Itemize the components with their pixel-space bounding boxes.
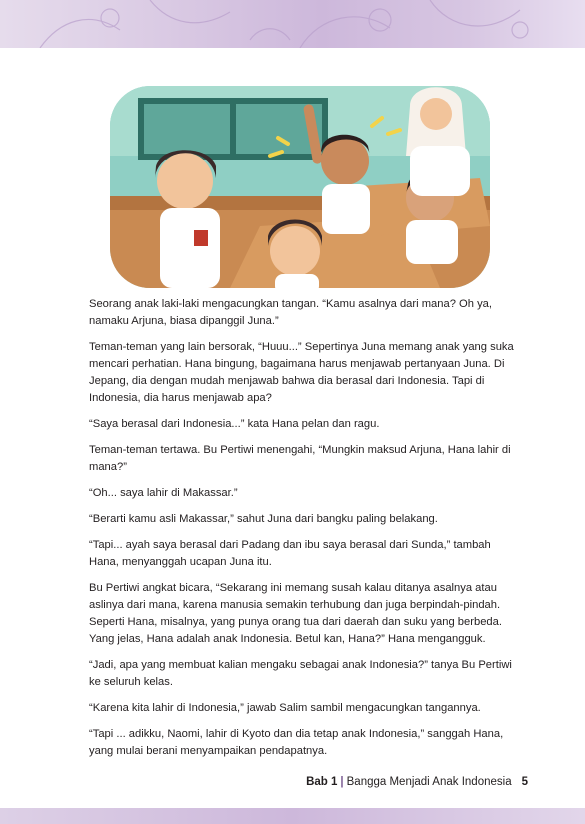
chapter-label: Bab 1 [306, 776, 338, 788]
paragraph: “Tapi... ayah saya berasal dari Padang dan ibu saya berasal dari Sunda,” tambah Hana, menyanggah ucapan Juna itu. [89, 539, 491, 568]
page-number: 5 [521, 776, 528, 788]
classroom-illustration [110, 86, 490, 288]
paragraph: “Saya berasal dari Indonesia...” kata Hana pelan dan ragu. [89, 418, 380, 430]
paragraph: Teman-teman yang lain bersorak, “Huuu...” Sepertinya Juna memang anak yang suka mencari perhatian. Hana bingung, bagaimana harus menjawab pertanyaan Juna. Di Jepang, dia dengan mudah menjawab bahwa dia berasal dari Indonesia. Tapi di Indonesia, dia harus menjawab apa? [89, 341, 514, 404]
paragraph: “Berarti kamu asli Makassar,” sahut Juna dari bangku paling belakang. [89, 513, 438, 525]
footer-separator: | [340, 776, 344, 788]
chapter-title: Bangga Menjadi Anak Indonesia [346, 776, 512, 788]
paragraph: “Karena kita lahir di Indonesia,” jawab Salim sambil mengacungkan tangannya. [89, 702, 481, 714]
story-text [89, 296, 514, 769]
page-footer [0, 776, 528, 788]
paragraph: Seorang anak laki-laki mengacungkan tangan. “Kamu asalnya dari mana? Oh ya, namaku Arjuna, biasa dipanggil Juna.” [89, 298, 492, 327]
paragraph: “Tapi ... adikku, Naomi, lahir di Kyoto dan dia tetap anak Indonesia,” sanggah Hana, yang mulai berani menyampaikan pendapatnya. [89, 728, 504, 757]
paragraph: Teman-teman tertawa. Bu Pertiwi menengahi, “Mungkin maksud Arjuna, Hana lahir di mana?” [89, 444, 511, 473]
paragraph: “Oh... saya lahir di Makassar.” [89, 487, 238, 499]
paragraph: “Jadi, apa yang membuat kalian mengaku sebagai anak Indonesia?” tanya Bu Pertiwi ke seluruh kelas. [89, 659, 512, 688]
bottom-decorative-band [0, 808, 585, 824]
floral-pattern [0, 0, 585, 48]
paragraph: Bu Pertiwi angkat bicara, “Sekarang ini memang susah kalau ditanya asalnya atau aslinya dari mana, karena manusia semakin terhubung dan juga berpindah-pindah. Seperti Hana, misalnya, yang punya orang tua dari daerah dan suku yang berbeda. Yang jelas, Hana adalah anak Indonesia. Betul kan, Hana?” Hana mengangguk. [89, 582, 502, 645]
top-decorative-band [0, 0, 585, 48]
